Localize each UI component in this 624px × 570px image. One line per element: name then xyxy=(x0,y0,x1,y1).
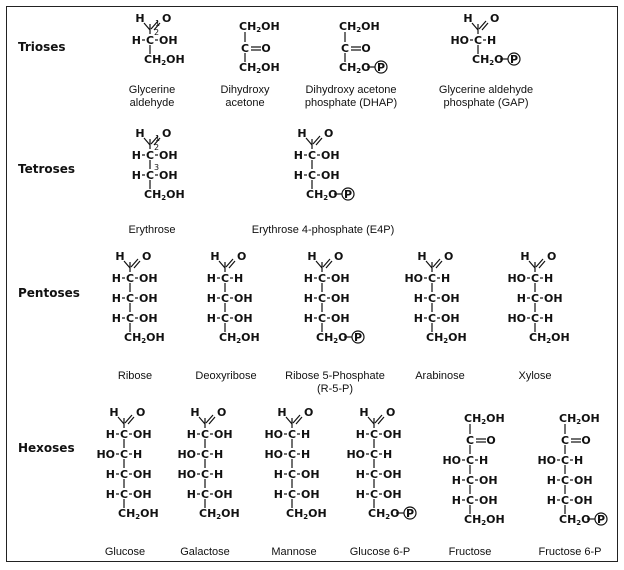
svg-text:HO: HO xyxy=(442,454,461,467)
svg-text:OH: OH xyxy=(301,468,320,481)
svg-text:P: P xyxy=(353,331,363,344)
structure-erythrose-4p xyxy=(267,123,377,215)
svg-text:OH: OH xyxy=(383,468,402,481)
structure-ribose xyxy=(85,246,195,358)
svg-text:H: H xyxy=(303,292,313,305)
svg-text:C: C xyxy=(560,474,570,487)
svg-text:H: H xyxy=(105,468,115,481)
svg-text:H: H xyxy=(133,448,143,461)
svg-text:C: C xyxy=(220,292,230,305)
svg-text:HO: HO xyxy=(404,272,423,285)
svg-text:O: O xyxy=(136,406,146,419)
svg-text:H: H xyxy=(111,312,121,325)
svg-text:OH: OH xyxy=(214,488,233,501)
svg-text:C: C xyxy=(220,312,230,325)
svg-text:C: C xyxy=(473,34,483,47)
svg-text:C: C xyxy=(465,474,475,487)
svg-text:C: C xyxy=(369,488,379,501)
svg-text:H: H xyxy=(413,292,423,305)
svg-text:O: O xyxy=(486,434,496,447)
svg-text:OH: OH xyxy=(574,474,593,487)
svg-text:C: C xyxy=(427,292,437,305)
svg-text:C: C xyxy=(287,428,297,441)
name-deoxyribose: Deoxyribose xyxy=(195,370,257,382)
svg-text:H: H xyxy=(383,448,393,461)
svg-text:H: H xyxy=(413,312,423,325)
svg-text:H: H xyxy=(441,272,451,285)
structure-xylose xyxy=(490,246,600,358)
structure-fructose xyxy=(425,408,535,540)
svg-text:OH: OH xyxy=(479,474,498,487)
svg-text:H: H xyxy=(206,292,216,305)
svg-text:H: H xyxy=(206,312,216,325)
svg-text:H: H xyxy=(186,428,196,441)
svg-text:H: H xyxy=(135,127,145,140)
svg-text:CH2OH: CH2OH xyxy=(199,507,240,521)
svg-text:H: H xyxy=(451,494,461,507)
svg-text:H: H xyxy=(417,250,427,263)
svg-text:OH: OH xyxy=(331,272,350,285)
svg-text:CH2OH: CH2OH xyxy=(144,53,185,67)
svg-text:2: 2 xyxy=(154,28,160,37)
svg-text:C: C xyxy=(119,468,129,481)
svg-text:C: C xyxy=(145,149,155,162)
svg-text:OH: OH xyxy=(139,312,158,325)
svg-text:C: C xyxy=(317,312,327,325)
name-glucose: Glucose xyxy=(104,546,146,558)
svg-text:HO: HO xyxy=(450,34,469,47)
svg-text:O: O xyxy=(334,250,344,263)
svg-text:C: C xyxy=(307,169,317,182)
svg-text:CH2OH: CH2OH xyxy=(529,331,570,345)
svg-text:C: C xyxy=(307,149,317,162)
svg-text:H: H xyxy=(520,250,530,263)
svg-text:H: H xyxy=(186,488,196,501)
svg-text:OH: OH xyxy=(139,272,158,285)
svg-text:H: H xyxy=(307,250,317,263)
svg-text:H: H xyxy=(301,448,311,461)
name-ribose-5p: Ribose 5-Phosphate (R-5-P) xyxy=(285,370,385,395)
svg-text:CH2OH: CH2OH xyxy=(118,507,159,521)
svg-text:OH: OH xyxy=(479,494,498,507)
svg-text:CH2O: CH2O xyxy=(316,331,348,345)
svg-text:C: C xyxy=(427,272,437,285)
svg-text:C: C xyxy=(287,448,297,461)
svg-text:P: P xyxy=(509,53,519,66)
svg-text:OH: OH xyxy=(234,292,253,305)
svg-text:C: C xyxy=(287,488,297,501)
svg-text:H: H xyxy=(234,272,244,285)
label-trioses: Trioses xyxy=(18,40,66,54)
svg-text:H: H xyxy=(190,406,200,419)
svg-text:CH2OH: CH2OH xyxy=(559,412,600,426)
svg-text:OH: OH xyxy=(331,312,350,325)
structure-arabinose xyxy=(387,246,497,358)
svg-text:P: P xyxy=(405,507,415,520)
svg-text:H: H xyxy=(355,428,365,441)
svg-text:OH: OH xyxy=(214,428,233,441)
svg-text:P: P xyxy=(343,188,353,201)
name-mannose: Mannose xyxy=(271,546,317,558)
svg-text:CH2OH: CH2OH xyxy=(426,331,467,345)
svg-text:CH2OH: CH2OH xyxy=(464,412,505,426)
svg-text:C: C xyxy=(200,448,210,461)
svg-text:O: O xyxy=(361,42,371,55)
svg-text:H: H xyxy=(479,454,489,467)
svg-text:H: H xyxy=(135,12,145,25)
svg-text:H: H xyxy=(210,250,220,263)
svg-text:OH: OH xyxy=(574,494,593,507)
svg-text:HO: HO xyxy=(346,448,365,461)
svg-text:OH: OH xyxy=(321,169,340,182)
label-hexoses: Hexoses xyxy=(18,441,75,455)
structure-glycerine-aldehyde xyxy=(105,8,215,80)
structure-gap xyxy=(433,8,543,80)
svg-text:OH: OH xyxy=(133,428,152,441)
svg-text:C: C xyxy=(145,34,155,47)
structure-erythrose xyxy=(105,123,215,215)
structure-dhap xyxy=(300,16,410,88)
svg-text:H: H xyxy=(105,488,115,501)
svg-text:C: C xyxy=(317,292,327,305)
name-arabinose: Arabinose xyxy=(415,370,465,382)
svg-text:H: H xyxy=(546,474,556,487)
svg-text:O: O xyxy=(217,406,227,419)
svg-text:H: H xyxy=(131,169,141,182)
svg-text:H: H xyxy=(301,428,311,441)
svg-text:CH2O: CH2O xyxy=(339,61,371,75)
svg-text:C: C xyxy=(220,272,230,285)
svg-text:H: H xyxy=(293,169,303,182)
svg-text:H: H xyxy=(109,406,119,419)
svg-text:H: H xyxy=(111,292,121,305)
svg-text:3: 3 xyxy=(154,163,160,172)
svg-text:OH: OH xyxy=(234,312,253,325)
svg-text:OH: OH xyxy=(139,292,158,305)
svg-text:H: H xyxy=(206,272,216,285)
label-pentoses: Pentoses xyxy=(18,286,80,300)
svg-text:P: P xyxy=(376,61,386,74)
name-erythrose-4p: Erythrose 4-phosphate (E4P) xyxy=(251,224,395,236)
svg-text:C: C xyxy=(287,468,297,481)
svg-text:C: C xyxy=(125,272,135,285)
svg-text:OH: OH xyxy=(544,292,563,305)
svg-text:CH2OH: CH2OH xyxy=(239,20,280,34)
svg-text:H: H xyxy=(546,494,556,507)
svg-text:C: C xyxy=(369,468,379,481)
svg-text:C: C xyxy=(119,488,129,501)
name-galactose: Galactose xyxy=(180,546,230,558)
svg-text:1: 1 xyxy=(155,19,161,28)
svg-text:C: C xyxy=(200,428,210,441)
svg-text:C: C xyxy=(145,169,155,182)
svg-text:OH: OH xyxy=(441,292,460,305)
svg-text:O: O xyxy=(162,12,172,25)
name-xylose: Xylose xyxy=(518,370,552,382)
svg-text:O: O xyxy=(444,250,454,263)
svg-text:OH: OH xyxy=(383,428,402,441)
svg-text:H: H xyxy=(544,312,554,325)
svg-text:HO: HO xyxy=(264,428,283,441)
name-dihydroxy-acetone: Dihydroxy acetone xyxy=(220,84,270,109)
svg-text:H: H xyxy=(574,454,584,467)
svg-text:C: C xyxy=(427,312,437,325)
svg-text:C: C xyxy=(369,448,379,461)
name-dhap: Dihydroxy acetone phosphate (DHAP) xyxy=(304,84,398,109)
svg-text:H: H xyxy=(303,312,313,325)
svg-text:O: O xyxy=(261,42,271,55)
svg-text:CH2OH: CH2OH xyxy=(124,331,165,345)
svg-text:OH: OH xyxy=(383,488,402,501)
svg-text:O: O xyxy=(162,127,172,140)
svg-text:1: 1 xyxy=(155,134,161,143)
svg-text:O: O xyxy=(547,250,557,263)
svg-text:OH: OH xyxy=(321,149,340,162)
svg-text:H: H xyxy=(293,149,303,162)
svg-text:H: H xyxy=(131,34,141,47)
svg-text:HO: HO xyxy=(507,272,526,285)
svg-text:H: H xyxy=(115,250,125,263)
svg-text:C: C xyxy=(317,272,327,285)
svg-text:C: C xyxy=(560,494,570,507)
structure-dihydroxy-acetone xyxy=(200,16,310,88)
structure-glucose-6p xyxy=(329,402,439,534)
name-fructose-6p: Fructose 6-P xyxy=(538,546,602,558)
svg-text:H: H xyxy=(297,127,307,140)
svg-text:OH: OH xyxy=(133,468,152,481)
svg-text:HO: HO xyxy=(537,454,556,467)
structure-ribose-5p xyxy=(277,246,387,358)
svg-text:C: C xyxy=(465,434,475,447)
svg-text:C: C xyxy=(530,272,540,285)
svg-text:OH: OH xyxy=(301,488,320,501)
svg-text:H: H xyxy=(273,468,283,481)
svg-text:HO: HO xyxy=(177,468,196,481)
svg-text:O: O xyxy=(386,406,396,419)
svg-text:OH: OH xyxy=(133,488,152,501)
svg-text:CH2O: CH2O xyxy=(559,513,591,527)
svg-text:CH2OH: CH2OH xyxy=(286,507,327,521)
svg-text:C: C xyxy=(560,454,570,467)
svg-text:OH: OH xyxy=(159,169,178,182)
svg-text:C: C xyxy=(530,292,540,305)
name-erythrose: Erythrose xyxy=(128,224,176,236)
label-tetroses: Tetroses xyxy=(18,162,76,176)
svg-text:CH2OH: CH2OH xyxy=(239,61,280,75)
svg-text:HO: HO xyxy=(507,312,526,325)
svg-text:CH2OH: CH2OH xyxy=(219,331,260,345)
svg-text:CH2OH: CH2OH xyxy=(339,20,380,34)
svg-text:H: H xyxy=(214,468,224,481)
svg-text:O: O xyxy=(142,250,152,263)
svg-text:OH: OH xyxy=(331,292,350,305)
svg-text:C: C xyxy=(530,312,540,325)
svg-text:C: C xyxy=(125,292,135,305)
svg-text:C: C xyxy=(340,42,350,55)
svg-text:O: O xyxy=(304,406,314,419)
svg-text:C: C xyxy=(125,312,135,325)
svg-text:H: H xyxy=(111,272,121,285)
svg-text:O: O xyxy=(237,250,247,263)
svg-text:OH: OH xyxy=(159,34,178,47)
svg-text:HO: HO xyxy=(96,448,115,461)
svg-text:H: H xyxy=(355,488,365,501)
svg-text:OH: OH xyxy=(441,312,460,325)
svg-text:P: P xyxy=(596,513,606,526)
svg-text:C: C xyxy=(369,428,379,441)
svg-text:CH2O: CH2O xyxy=(368,507,400,521)
svg-text:CH2O: CH2O xyxy=(306,188,338,202)
svg-text:H: H xyxy=(359,406,369,419)
svg-text:O: O xyxy=(324,127,334,140)
svg-text:H: H xyxy=(277,406,287,419)
svg-text:C: C xyxy=(200,488,210,501)
svg-text:HO: HO xyxy=(177,448,196,461)
svg-text:CH2OH: CH2OH xyxy=(464,513,505,527)
svg-text:C: C xyxy=(240,42,250,55)
svg-text:H: H xyxy=(463,12,473,25)
svg-text:O: O xyxy=(490,12,500,25)
structure-deoxyribose xyxy=(180,246,290,358)
svg-text:H: H xyxy=(451,474,461,487)
svg-text:CH2OH: CH2OH xyxy=(144,188,185,202)
name-glucose-6p: Glucose 6-P xyxy=(349,546,411,558)
svg-text:H: H xyxy=(131,149,141,162)
svg-text:CH2O: CH2O xyxy=(472,53,504,67)
svg-text:H: H xyxy=(105,428,115,441)
svg-text:HO: HO xyxy=(264,448,283,461)
svg-text:C: C xyxy=(200,468,210,481)
svg-text:H: H xyxy=(303,272,313,285)
svg-text:H: H xyxy=(544,272,554,285)
svg-text:C: C xyxy=(465,454,475,467)
svg-text:OH: OH xyxy=(159,149,178,162)
svg-text:C: C xyxy=(119,428,129,441)
svg-text:C: C xyxy=(119,448,129,461)
svg-text:O: O xyxy=(581,434,591,447)
svg-text:H: H xyxy=(355,468,365,481)
svg-text:2: 2 xyxy=(154,143,160,152)
svg-text:C: C xyxy=(560,434,570,447)
name-ribose: Ribose xyxy=(117,370,153,382)
svg-text:C: C xyxy=(465,494,475,507)
svg-text:H: H xyxy=(516,292,526,305)
structure-fructose-6p xyxy=(520,408,624,540)
svg-text:H: H xyxy=(273,488,283,501)
name-gap: Glycerine aldehyde phosphate (GAP) xyxy=(438,84,534,109)
name-glycerine-aldehyde: Glycerine aldehyde xyxy=(128,84,176,109)
svg-text:H: H xyxy=(214,448,224,461)
name-fructose: Fructose xyxy=(448,546,492,558)
svg-text:H: H xyxy=(487,34,497,47)
